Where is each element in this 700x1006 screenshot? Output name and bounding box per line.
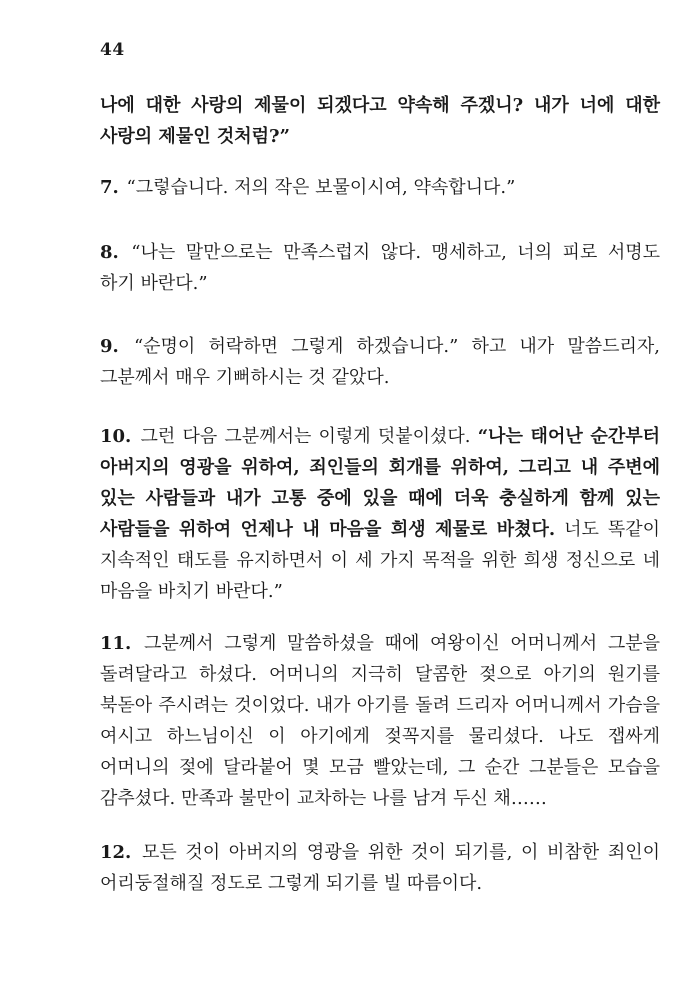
paragraph-7 [100, 172, 660, 203]
paragraph-8-number: 8. [100, 242, 119, 263]
paragraph-11 [100, 628, 660, 814]
paragraph-10 [100, 421, 660, 607]
paragraph-10-number: 10. [100, 426, 132, 447]
paragraph-12-text: 모든 것이 아버지의 영광을 위한 것이 되기를, 이 비참한 죄인이 어리둥절해질 정도로 그렇게 되기를 빌 따름이다. [100, 842, 660, 894]
paragraph-8 [100, 237, 660, 299]
paragraph-9 [100, 331, 660, 393]
paragraph-10-text-b: “나는 태어난 순간부터 아버지의 영광을 위하여, 죄인들의 회개를 위하여, 그리고 내 주변에 있는 사람들과 내가 고통 중에 있을 때에 더욱 충실하게 함께 있는 사람들을 위하여 언제나 내 마음을 희생 제물로 바쳤다. [100, 426, 660, 540]
paragraph-7-number: 7. [100, 177, 119, 198]
paragraph-12 [100, 837, 660, 899]
paragraph-intro [100, 90, 660, 152]
paragraph-11-text: 그분께서 그렇게 말씀하셨을 때에 여왕이신 어머니께서 그분을 돌려달라고 하셨다. 어머니의 지극히 달콤한 젖으로 아기의 원기를 북돋아 주시려는 것이었다. 내가 아기를 돌려 드리자 어머니께서 가슴을 여시고 하느님이신 이 아기에게 젖꼭지를 물리셨다. 나도 잽싸게 어머니의 젖에 달라붙어 몇 모금 빨았는데, 그 순간 그분들은 모습을 감추셨다. 만족과 불만이 교차하는 나를 남겨 두신 채…… [100, 633, 660, 809]
paragraph-7-text: “그렇습니다. 저의 작은 보물이시여, 약속합니다.” [126, 177, 516, 198]
page-number: 44 [100, 40, 125, 60]
paragraph-9-number: 9. [100, 336, 119, 357]
paragraph-intro-text: 나에 대한 사랑의 제물이 되겠다고 약속해 주겠니? 내가 너에 대한 사랑의 제물인 것처럼?” [100, 95, 660, 147]
paragraph-10-text-c: 너도 똑같이 지속적인 태도를 유지하면서 이 세 가지 목적을 위한 희생 정신으로 네 마음을 바치기 바란다.” [100, 519, 661, 602]
paragraph-8-text: “나는 말만으로는 만족스럽지 않다. 맹세하고, 너의 피로 서명도 하기 바란다.” [100, 242, 660, 294]
paragraph-9-text: “순명이 허락하면 그렇게 하겠습니다.” 하고 내가 말씀드리자, 그분께서 매우 기뻐하시는 것 같았다. [100, 336, 660, 388]
paragraph-11-number: 11. [100, 633, 132, 654]
paragraph-10-text-a: 그런 다음 그분께서는 이렇게 덧붙이셨다. [140, 426, 478, 447]
paragraph-12-number: 12. [100, 842, 132, 863]
